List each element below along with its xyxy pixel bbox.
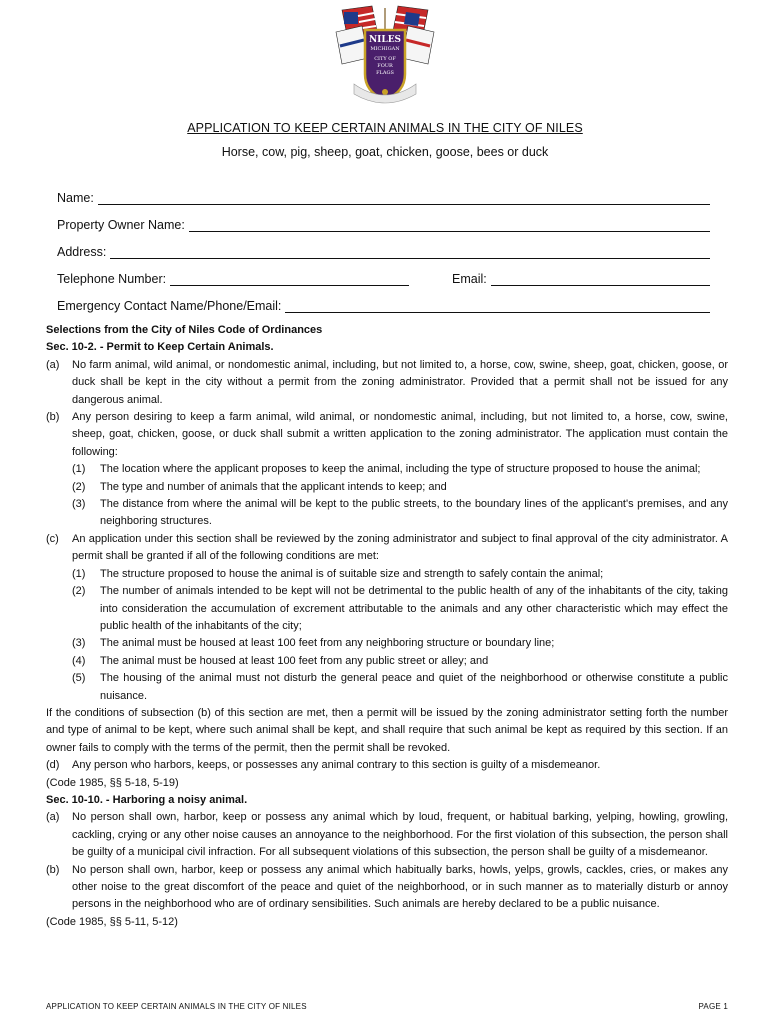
emergency-input-line[interactable] [285,298,710,313]
clause-d [46,757,728,774]
code-reference-1: (Code 1985, §§ 5-18, 5-19) [46,776,179,789]
clause-text: The number of animals intended to be kept will not be detrimental to the public health of any of the inhabitants of the city, taking into consideration the accumulation of excrement attributable to the animals and any other characteristic which may effect the public health of the inhabitants of the city; [100,585,728,632]
name-field[interactable] [57,187,710,205]
footer-page-number: 1 [723,1002,728,1011]
clause-text: No person shall own, harbor, keep or possess any animal which by loud, frequent, or habitual barking, yelping, howling, growling, cackling, crying or any other noise causes an annoyance to the neighborhood. For the first violation of this subsection, the person shall be guilty of a municipal civil infraction. For all subsequent violations of this subsection, the person shall be guilty of a misdemeanor. [72,811,728,859]
section-10-2-title: Sec. 10-2. - Permit to Keep Certain Animals. [46,341,274,354]
clause-marker: (2) [72,480,86,493]
conditions-paragraph: If the conditions of subsection (b) of this section are met, then a permit will be issued by the zoning administrator setting forth the number and type of animal to be kept, where such animal shall be kept, and shall require that such animal be kept as required by this section. If an owner fails to comply with the terms of the permit, then the permit shall be revoked. [46,706,728,754]
clause-marker: (b) [46,411,60,424]
address-field[interactable] [57,241,710,259]
clause-text: Any person who harbors, keeps, or possesses any animal contrary to this section is guilty of a misdemeanor. [72,759,601,772]
owner-input-line[interactable] [189,217,710,232]
clause-marker: (1) [72,567,86,580]
clause-b [46,409,728,461]
clause-marker: (c) [46,532,59,545]
name-label: Name: [57,191,94,205]
code-reference-2: (Code 1985, §§ 5-11, 5-12) [46,915,178,928]
clause-c-3 [72,635,728,652]
clause-text: The type and number of animals that the applicant intends to keep; and [100,480,447,493]
emergency-label: Emergency Contact Name/Phone/Email: [57,299,282,313]
owner-field[interactable] [57,214,710,232]
page-footer [46,1002,728,1011]
clause-marker: (2) [72,585,86,598]
clause-marker: (a) [46,358,60,371]
clause-b-2 [72,479,728,496]
seal-text-michigan: MICHIGAN [370,46,400,52]
footer-page-label: PAGE [698,1002,721,1011]
form-subtitle: Horse, cow, pig, sheep, goat, chicken, goose, bees or duck [221,145,549,159]
clause-marker: (3) [72,498,86,511]
ordinance-text [46,322,728,931]
clause-marker: (5) [72,672,86,685]
clause-a [46,357,728,409]
clause-marker: (a) [46,811,60,824]
clause-text: No farm animal, wild animal, or nondomestic animal, including, but not limited to, a horse, cow, swine, sheep, goat, chicken, goose, or duck shall be kept in the city without a permit from the zoning administrator. Provided that a permit shall not be issued for any dangerous animal. [72,358,728,406]
clause-text: The structure proposed to house the animal is of suitable size and strength to safely contain the animal; [100,567,604,580]
clause-text: The location where the applicant proposes to keep the animal, including the type of structure proposed to house the animal; [100,463,701,476]
clause-marker: (d) [46,759,60,772]
clause-marker: (3) [72,637,86,650]
clause-text: The animal must be housed at least 100 feet from any neighboring structure or boundary line; [100,637,555,650]
phone-label: Telephone Number: [57,272,167,286]
ordinance-intro: Selections from the City of Niles Code of Ordinances [46,324,323,336]
form-title: APPLICATION TO KEEP CERTAIN ANIMALS IN THE CITY OF NILES [187,121,583,135]
clause-c-2 [72,583,728,635]
emergency-field[interactable] [57,295,710,313]
owner-label: Property Owner Name: [57,218,185,232]
footer-page [698,1002,728,1011]
noise-clause-a [46,809,728,861]
clause-text: The housing of the animal must not disturb the general peace and quiet of the neighborhood or otherwise constitute a public nuisance. [100,672,728,702]
clause-b-1 [72,461,728,478]
clause-text: Any person desiring to keep a farm animal, wild animal, or nondomestic animal, including, but not limited to, a horse, cow, swine, sheep, goat, chicken, goose, or duck shall submit a written application to the zoning administrator. The application must contain the following: [72,411,728,458]
clause-text: The distance from where the animal will be kept to the public streets, to the boundary lines of the applicant's premises, and any neighboring structures. [100,498,728,528]
clause-marker: (b) [46,863,60,876]
clause-text: The animal must be housed at least 100 feet from any public street or alley; and [100,654,489,667]
noise-clause-b [46,862,728,914]
address-input-line[interactable] [110,244,710,259]
clause-text: An application under this section shall be reviewed by the zoning administrator and subject to final approval of the city administrator. A permit shall be granted if all of the following conditions are met: [72,532,728,563]
phone-field[interactable] [57,268,409,286]
seal-text-niles: NILES [368,35,402,45]
city-seal-logo [332,2,438,108]
address-label: Address: [57,245,107,259]
email-label: Email: [452,272,487,286]
section-10-10-title: Sec. 10-10. - Harboring a noisy animal. [46,793,248,806]
phone-input-line[interactable] [170,271,409,286]
clause-b-3 [72,496,728,531]
clause-marker: (4) [72,654,86,667]
email-field[interactable] [452,268,710,286]
clause-text: No person shall own, harbor, keep or possess any animal which habitually barks, howls, yelps, growls, cackles, cries, or makes any other noise to the great discomfort of the peace and quiet of the neighborhood, or in such manner as to materially disturb or annoy persons in the neighborhood who are of ordinary sensibilities. Such animals are hereby declared to be a public nuisance. [72,863,728,911]
name-input-line[interactable] [98,190,710,205]
seal-text-four: FOUR [377,63,393,69]
clause-c [46,531,728,566]
email-input-line[interactable] [491,271,710,286]
footer-title: APPLICATION TO KEEP CERTAIN ANIMALS IN THE CITY OF NILES [46,1002,307,1011]
clause-c-4 [72,653,728,670]
seal-text-flags: FLAGS [376,70,394,76]
clause-marker: (1) [72,463,86,476]
seal-text-city-of: CITY OF [374,56,396,62]
clause-c-5 [72,670,728,705]
clause-c-1 [72,566,728,583]
